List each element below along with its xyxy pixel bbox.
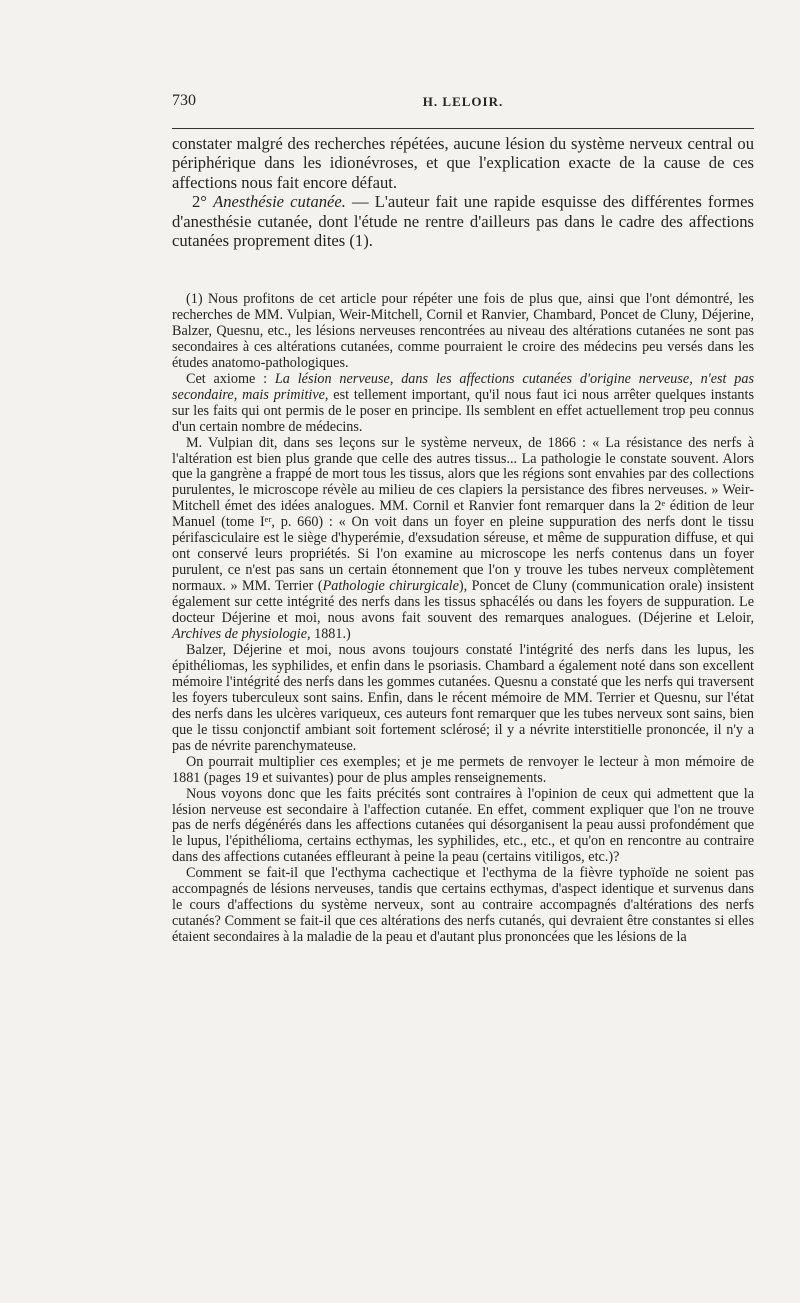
citation-italic: Archives de physiologie, bbox=[172, 626, 311, 643]
footnote-para-vulpian bbox=[172, 436, 754, 643]
footnote-para-axiom bbox=[172, 372, 754, 436]
main-text bbox=[172, 134, 754, 250]
paragraph-2 bbox=[172, 192, 754, 250]
footnote-text: Cet axiome : bbox=[186, 370, 275, 387]
running-title: H. LELOIR. bbox=[422, 94, 504, 109]
footnote-1: (1) Nous profitons de cet article pour répéter une fois de plus que, ainsi que l'ont démontré, les recherches de MM. Vulpian, Weir-Mitchell, Cornil et Ranvier, Chambard, Poncet de Cluny, Déjerine, Balzer, Quesnu, etc., les lésions nerveuses rencontrées au niveau des altérations cutanées ne sont pas secondaires à ces altérations cutanées, comme pourraient le croire des médecins peu versés dans les études anatomo-pathologiques. bbox=[172, 291, 754, 371]
section-heading: Anesthésie cutanée. bbox=[213, 192, 346, 212]
page-number: 730 bbox=[172, 92, 196, 109]
footnotes bbox=[172, 292, 754, 946]
footnote-text: est tellement important, qu'il nous faut ici nous arrêter quelques instants sur les faits qui ont permis de le poser en principe. Ils semblent en effet actuellement trop peu connus d'un certain nombre de médecins. bbox=[172, 386, 754, 435]
section-number: 2° bbox=[192, 192, 214, 212]
footnote-para-ecthyma: Comment se fait-il que l'ecthyma cachectique et l'ecthyma de la fièvre typhoïde ne soient pas accompagnés de lésions nerveuses, tandis que certains ecthymas, d'aspect identique et survenus dans le cours d'affections du système nerveux, sont au contraire accompagnés d'altérations des nerfs cutanés? Comment se fait-il que ces altérations des nerfs cutanés, qui devraient être constantes si elles étaient secondaires à la maladie de la peau et d'autant plus prononcées que les lésions de la bbox=[172, 865, 754, 946]
footnote-para-balzer: Balzer, Déjerine et moi, nous avons toujours constaté l'intégrité des nerfs dans les lupus, les épithéliomas, les syphilides, et enfin dans le psoriasis. Chambard a également noté dans son excellent mémoire l'intégrité des nerfs dans les gommes cutanées. Quesnu a constaté que les nerfs qui traversent les foyers tuberculeux sont sains. Enfin, dans le récent mémoire de MM. Terrier et Quesnu, sur l'état des nerfs dans les ulcères variqueux, ces auteurs font remarquer que les tubes nerveux sont sains, bien que le tissu conjonctif ambiant soit fortement sclérosé; il y a névrite interstitielle prononcée, il n'y a pas de névrite parenchymateuse. bbox=[172, 641, 754, 754]
book-page bbox=[172, 92, 755, 946]
paragraph-1: constater malgré des recherches répétées, aucune lésion du système nerveux central ou périphérique dans les idionévroses, et que l'explication exacte de la cause de ces affections nous fait encore défaut. bbox=[172, 134, 754, 192]
header-rule bbox=[172, 128, 754, 129]
footnote-text: M. Vulpian dit, dans ses leçons sur le système nerveux, de 1866 : « La résistance des nerfs à l'altération est bien plus grande que celle des autres tissus... La pathologie le constate souvent. Alors que la gangrène a frappé de mort tous les tissus, alors que les régions sont envahies par des collections purulentes, le microscope révèle au milieu de ces clapiers la persistance des fibres nerveuses. » Weir-Mitchell émet des idées analogues. MM. Cornil et Ranvier font remarquer dans la 2ᵉ édition de leur Manuel (tome Iᵉʳ, p. 660) : « On voit dans un foyer en pleine suppuration des nerfs dont le tissu périfasciculaire est le siège d'hyperémie, d'exsudation séreuse, et même de suppuration diffuse, et qui ont conservé leurs propriétés. Si l'on examine au microscope les nerfs contenus dans un foyer purulent, ce n'est pas sans un certain étonnement que l'on y trouve les tubes nerveux complètement normaux. » MM. Terrier ( bbox=[172, 434, 754, 595]
footnote-para-examples: On pourrait multiplier ces exemples; et je me permets de renvoyer le lecteur à mon mémoire de 1881 (pages 19 et suivantes) pour de plus amples renseignements. bbox=[172, 753, 754, 786]
axiom-italic: La lésion nerveuse, dans les affections cutanées d'origine nerveuse, n'est pas secondaire, mais primitive, bbox=[172, 370, 755, 403]
citation-italic: Pathologie chirurgicale bbox=[322, 578, 459, 595]
footnote-text: 1881.) bbox=[310, 626, 351, 643]
footnote-para-conclusion: Nous voyons donc que les faits précités sont contraires à l'opinion de ceux qui admettent que la lésion nerveuse est secondaire à l'affection cutanée. En effet, comment expliquer que l'on ne trouve pas de nerfs dégénérés dans les affections cutanées qui désorganisent la peau aussi profondément que le lupus, l'épithélioma, certains ecthymas, les syphilides, etc., etc., et qu'on en rencontre au contraire dans des affections cutanées effleurant à peine la peau (certains vitiligos, etc.)? bbox=[172, 785, 754, 866]
footnote-text: ), Poncet de Cluny (communication orale) insistent également sur cette intégrité des nerfs dans les tissus sphacélés ou dans les foyers de suppuration. Le docteur Déjerine et moi, nous avons fait souvent des remarques analogues. (Déjerine et Leloir, bbox=[172, 578, 754, 627]
paragraph-2-text: — L'auteur fait une rapide esquisse des différentes formes d'anesthésie cutanée, dont l'étude ne rentre d'ailleurs pas dans le cadre des affections cutanées proprement dites (1). bbox=[172, 192, 754, 251]
page-header bbox=[172, 92, 754, 120]
